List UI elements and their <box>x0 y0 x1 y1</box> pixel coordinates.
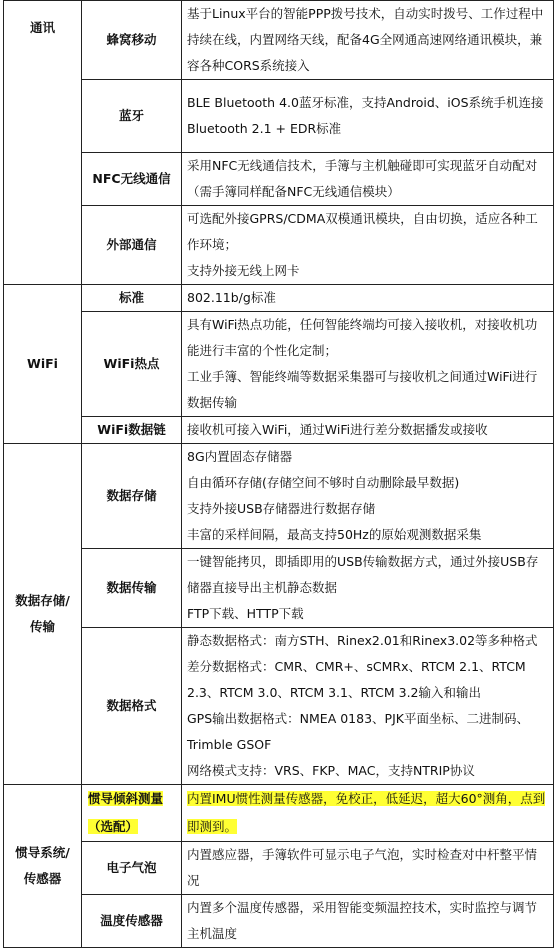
table-row <box>4 153 554 206</box>
desc-line: 基于Linux平台的智能PPP拨号技术，自动实时拨号、工作过程中持续在线，内置网络天线，配备4G全网通高速网络通讯模块，兼容各种CORS系统接入 <box>187 6 544 73</box>
category-cell-tongxun <box>4 1 82 285</box>
desc-cell-format <box>182 628 554 785</box>
desc-line: BLE Bluetooth 4.0蓝牙标准，支持Android、iOS系统手机连接 <box>187 95 544 110</box>
desc-line: 工业手簿、智能终端等数据采集器可与接收机之间通过WiFi进行数据传输 <box>187 369 538 410</box>
desc-cell-bluetooth <box>182 80 554 153</box>
desc-line: 802.11b/g标准 <box>187 290 276 305</box>
category-label: 数据存储/ <box>15 593 70 608</box>
desc-line: FTP下载、HTTP下载 <box>187 606 304 621</box>
desc-line: 自由循环存储(存储空间不够时自动删除最早数据) <box>187 475 460 490</box>
spec-table <box>3 0 554 948</box>
sub-cell-transfer <box>82 549 182 628</box>
table-row <box>4 785 554 842</box>
desc-cell-bubble <box>182 842 554 895</box>
table-row <box>4 80 554 153</box>
desc-line: 8G内置固态存储器 <box>187 449 293 464</box>
desc-line: 差分数据格式：CMR、CMR+、sCMRx、RTCM 2.1、RTCM 2.3、RTCM 3.0、RTCM 3.1、RTCM 3.2输入和输出 <box>187 659 526 700</box>
sub-label: 数据格式 <box>106 698 157 713</box>
sub-cell-imu <box>82 785 182 842</box>
category-cell-storage <box>4 444 82 785</box>
desc-line-highlighted: 内置IMU惯性测量传感器，免校正，低延迟，超大60°测角，点到即测到。 <box>187 791 546 834</box>
table-row <box>4 285 554 312</box>
sub-cell-hotspot <box>82 312 182 417</box>
category-label: 传感器 <box>23 871 62 886</box>
desc-cell-imu <box>182 785 554 842</box>
category-cell-sensor <box>4 785 82 948</box>
desc-line: 内置多个温度传感器，采用智能变频温控技术，实时监控与调节主机温度 <box>187 900 538 941</box>
desc-cell-temp <box>182 895 554 948</box>
desc-cell-hotspot <box>182 312 554 417</box>
desc-cell-datalink <box>182 417 554 444</box>
category-label: 传输 <box>29 619 55 634</box>
sub-label: WiFi热点 <box>103 356 160 371</box>
desc-line: 网络模式支持：VRS、FKP、MAC，支持NTRIP协议 <box>187 763 475 778</box>
sub-label: 标准 <box>118 290 144 305</box>
desc-line: 采用NFC无线通信技术，手簿与主机触碰即可实现蓝牙自动配对（需手簿同样配备NFC无线通信模块） <box>187 158 538 199</box>
table-row <box>4 417 554 444</box>
desc-line: 内置感应器，手簿软件可显示电子气泡，实时检查对中杆整平情况 <box>187 847 538 888</box>
sub-cell-store <box>82 444 182 549</box>
desc-cell-transfer <box>182 549 554 628</box>
table-row <box>4 895 554 948</box>
table-row <box>4 628 554 785</box>
desc-cell-standard <box>182 285 554 312</box>
desc-cell-cellular <box>182 1 554 80</box>
desc-line: GPS输出数据格式：NMEA 0183、PJK平面坐标、二进制码、Trimble GSOF <box>187 711 529 752</box>
desc-cell-external <box>182 206 554 285</box>
category-label: 通讯 <box>29 20 55 35</box>
sub-label: 外部通信 <box>106 237 157 252</box>
category-cell-wifi <box>4 285 82 444</box>
sub-label-highlighted: 惯导倾斜测量（选配） <box>88 791 164 834</box>
sub-cell-standard <box>82 285 182 312</box>
sub-cell-cellular <box>82 1 182 80</box>
desc-line: 接收机可接入WiFi，通过WiFi进行差分数据播发或接收 <box>187 422 488 437</box>
desc-line: 支持外接无线上网卡 <box>187 263 300 278</box>
table-row <box>4 1 554 80</box>
sub-label: 电子气泡 <box>106 860 157 875</box>
category-label: 惯导系统/ <box>15 845 70 860</box>
desc-line: 静态数据格式：南方STH、Rinex2.01和Rinex3.02等多种格式 <box>187 633 538 648</box>
table-row <box>4 444 554 549</box>
desc-line: 一键智能拷贝，即插即用的USB传输数据方式，通过外接USB存储器直接导出主机静态数据 <box>187 554 539 595</box>
sub-cell-bluetooth <box>82 80 182 153</box>
sub-cell-datalink <box>82 417 182 444</box>
desc-line: 可选配外接GPRS/CDMA双模通讯模块，自由切换，适应各种工作环境； <box>187 211 538 252</box>
sub-label: 蓝牙 <box>118 108 144 123</box>
table-row <box>4 312 554 417</box>
desc-cell-store <box>182 444 554 549</box>
sub-label: 温度传感器 <box>100 913 163 928</box>
category-label: WiFi <box>27 356 58 371</box>
sub-label: 数据传输 <box>106 580 157 595</box>
desc-line: 丰富的采样间隔，最高支持50Hz的原始观测数据采集 <box>187 527 482 542</box>
sub-cell-format <box>82 628 182 785</box>
desc-line: 具有WiFi热点功能，任何智能终端均可接入接收机，对接收机功能进行丰富的个性化定制； <box>187 317 538 358</box>
sub-label: 蜂窝移动 <box>106 32 157 47</box>
table-row <box>4 842 554 895</box>
sub-label: 数据存储 <box>106 488 157 503</box>
sub-cell-nfc <box>82 153 182 206</box>
sub-cell-bubble <box>82 842 182 895</box>
desc-cell-nfc <box>182 153 554 206</box>
table-row <box>4 549 554 628</box>
table-row <box>4 206 554 285</box>
sub-cell-temp <box>82 895 182 948</box>
desc-line: 支持外接USB存储器进行数据存储 <box>187 501 376 516</box>
sub-cell-external <box>82 206 182 285</box>
sub-label: NFC无线通信 <box>92 171 171 186</box>
desc-line: Bluetooth 2.1 + EDR标准 <box>187 121 342 136</box>
sub-label: WiFi数据链 <box>97 422 166 437</box>
